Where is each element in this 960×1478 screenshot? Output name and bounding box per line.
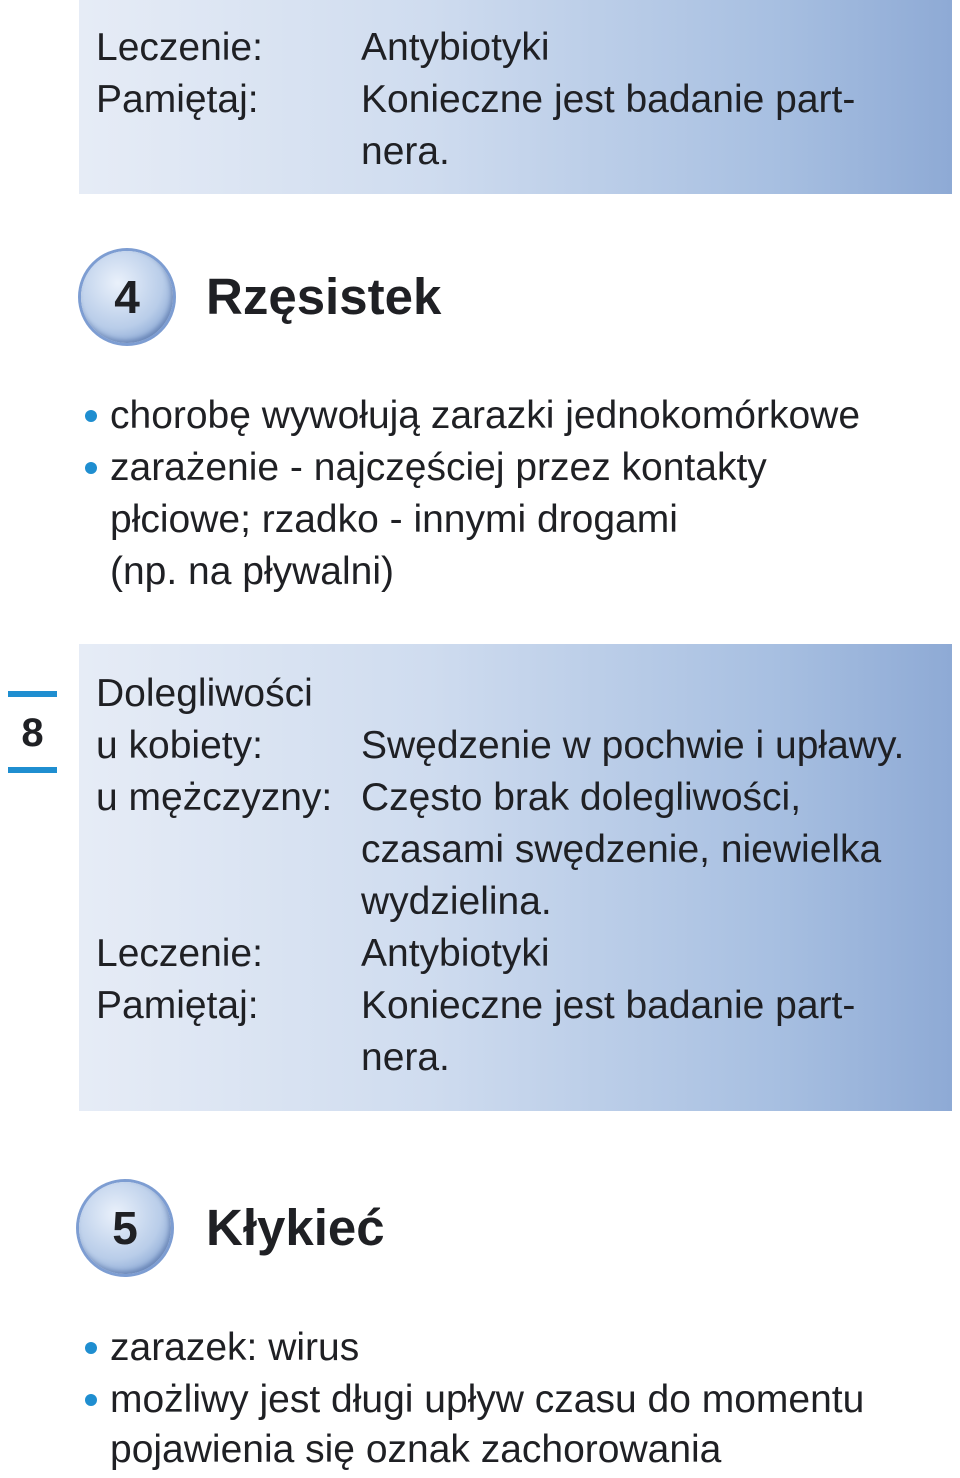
row-value: Antybiotyki: [361, 932, 550, 975]
bullet-text: chorobę wywołują zarazki jednokomórkowe: [110, 394, 861, 437]
symptoms-row-women: [96, 720, 960, 772]
section-number-badge: 4: [81, 251, 173, 343]
bullet-text: (np. na pływalni): [110, 550, 394, 593]
symptoms-row-men: [96, 772, 960, 824]
row-value: Swędzenie w pochwie i upławy.: [361, 724, 905, 767]
bullet-text: płciowe; rzadko - innymi drogami: [110, 498, 678, 541]
top-box-row-treatment: [96, 22, 960, 74]
top-box-row-remember: [96, 74, 960, 126]
symptoms-row-remember: [96, 980, 960, 1032]
box-heading: Dolegliwości: [96, 672, 313, 715]
row-value: Konieczne jest badanie part-: [361, 78, 856, 121]
row-value: nera.: [361, 130, 450, 173]
bullet-text: zarażenie - najczęściej przez kontakty: [110, 446, 767, 489]
row-value: czasami swędzenie, niewielka: [361, 828, 882, 871]
page-number: 8: [21, 711, 44, 755]
bullet-icon: [85, 1394, 97, 1406]
symptoms-row-continuation: [96, 876, 960, 928]
bullet-text: pojawienia się oznak zachorowania: [110, 1428, 722, 1471]
row-label: Leczenie:: [96, 932, 263, 975]
bullet-icon: [85, 410, 97, 422]
symptoms-row-continuation: [96, 824, 960, 876]
row-label: Leczenie:: [96, 26, 263, 69]
row-label: u mężczyzny:: [96, 776, 333, 819]
section-number-badge: 5: [79, 1182, 171, 1274]
row-value: Antybiotyki: [361, 26, 550, 69]
row-label: Pamiętaj:: [96, 984, 259, 1027]
row-label: Pamiętaj:: [96, 78, 259, 121]
symptoms-row-continuation: [96, 1032, 960, 1084]
page-marker-bar-bottom: [8, 767, 57, 773]
section-title: Rzęsistek: [206, 268, 442, 325]
section-title: Kłykieć: [206, 1199, 385, 1256]
row-value: wydzielina.: [361, 880, 552, 923]
bullet-text: zarazek: wirus: [110, 1326, 360, 1369]
bullet-icon: [85, 462, 97, 474]
row-label: u kobiety:: [96, 724, 263, 767]
row-value: Często brak dolegliwości,: [361, 776, 802, 819]
page-marker-bar-top: [8, 691, 57, 697]
bullet-text: możliwy jest długi upływ czasu do momentu: [110, 1378, 865, 1421]
row-value: Konieczne jest badanie part-: [361, 984, 856, 1027]
row-value: nera.: [361, 1036, 450, 1079]
bullet-icon: [85, 1342, 97, 1354]
symptoms-row-treatment: [96, 928, 960, 980]
top-box-row-continuation: [96, 126, 960, 178]
